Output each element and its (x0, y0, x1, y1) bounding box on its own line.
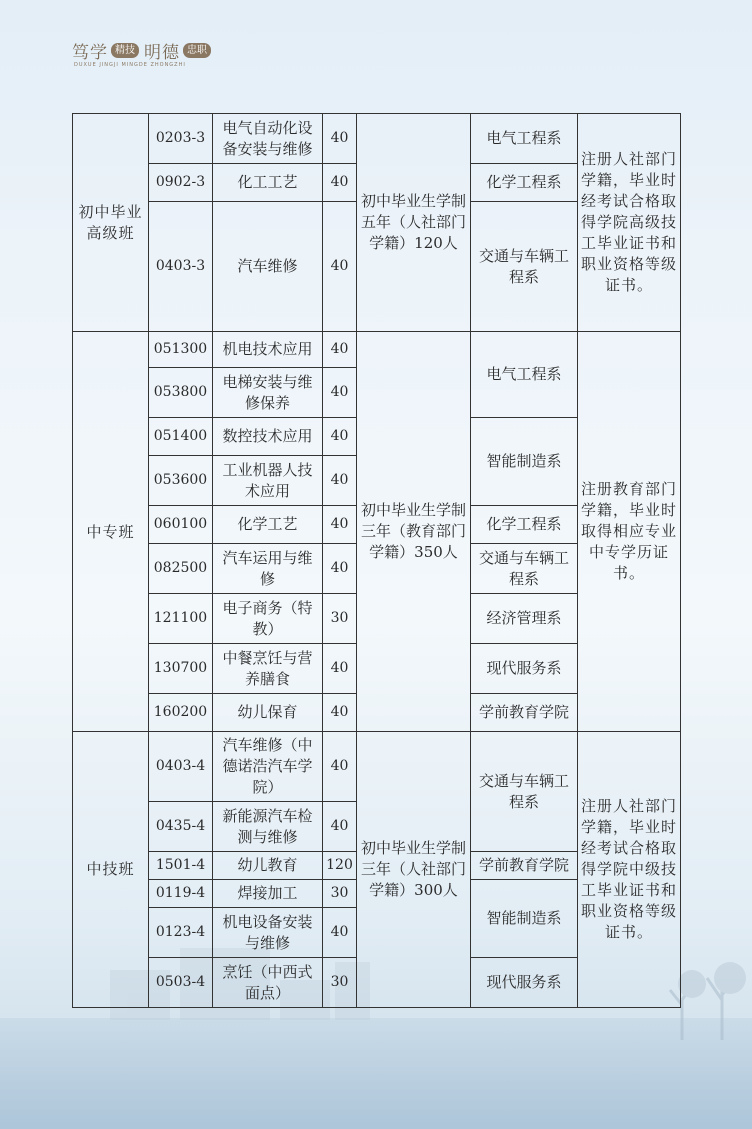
logo-subtitle: DUXUE JINGJI MINGDE ZHONGZHI (74, 62, 186, 68)
plan-cell: 40 (323, 418, 357, 456)
major-cell: 工业机器人技术应用 (213, 456, 323, 506)
code-cell: 0119-4 (149, 880, 213, 908)
major-cell: 汽车维修（中德诺浩汽车学院） (213, 732, 323, 802)
major-cell: 焊接加工 (213, 880, 323, 908)
schooling-cell: 初中毕业生学制三年（人社部门学籍）300人 (357, 732, 471, 1008)
major-cell: 中餐烹饪与营养膳食 (213, 644, 323, 694)
major-cell: 电子商务（特教） (213, 594, 323, 644)
plan-cell: 40 (323, 732, 357, 802)
class-name-cell: 初中毕业高级班 (73, 114, 149, 332)
logo-chip: 忠职 (183, 43, 211, 58)
dept-cell: 学前教育学院 (471, 694, 578, 732)
plan-cell: 40 (323, 544, 357, 594)
plan-cell: 40 (323, 694, 357, 732)
major-cell: 新能源汽车检测与维修 (213, 802, 323, 852)
plan-cell: 40 (323, 368, 357, 418)
major-cell: 汽车维修 (213, 202, 323, 332)
plan-cell: 30 (323, 880, 357, 908)
plan-cell: 40 (323, 802, 357, 852)
dept-cell: 电气工程系 (471, 332, 578, 418)
major-cell: 化工工艺 (213, 164, 323, 202)
dept-cell: 电气工程系 (471, 114, 578, 164)
dept-cell: 交通与车辆工程系 (471, 732, 578, 852)
logo-word: 笃学 (72, 43, 108, 63)
dept-cell: 智能制造系 (471, 880, 578, 958)
class-name-cell: 中专班 (73, 332, 149, 732)
schooling-cell: 初中毕业生学制三年（教育部门学籍）350人 (357, 332, 471, 732)
major-cell: 烹饪（中西式面点） (213, 958, 323, 1008)
code-cell: 0403-4 (149, 732, 213, 802)
certificate-cell: 注册人社部门学籍，毕业时经考试合格取得学院中级技工毕业证书和职业资格等级证书。 (578, 732, 681, 1008)
plan-cell: 40 (323, 202, 357, 332)
certificate-cell: 注册教育部门学籍，毕业时取得相应专业中专学历证书。 (578, 332, 681, 732)
code-cell: 0902-3 (149, 164, 213, 202)
header-logo (72, 38, 216, 63)
logo-word: 明德 (144, 43, 180, 63)
major-cell: 幼儿教育 (213, 852, 323, 880)
dept-cell: 交通与车辆工程系 (471, 202, 578, 332)
certificate-cell: 注册人社部门学籍，毕业时经考试合格取得学院高级技工毕业证书和职业资格等级证书。 (578, 114, 681, 332)
code-cell: 160200 (149, 694, 213, 732)
dept-cell: 经济管理系 (471, 594, 578, 644)
code-cell: 053600 (149, 456, 213, 506)
dept-cell: 现代服务系 (471, 958, 578, 1008)
code-cell: 051400 (149, 418, 213, 456)
background-ground (0, 1018, 752, 1129)
code-cell: 060100 (149, 506, 213, 544)
table-row (73, 332, 681, 368)
class-name-cell: 中技班 (73, 732, 149, 1008)
plan-cell: 40 (323, 164, 357, 202)
plan-cell: 120 (323, 852, 357, 880)
plan-cell: 40 (323, 456, 357, 506)
code-cell: 0503-4 (149, 958, 213, 1008)
major-cell: 电气自动化设备安装与维修 (213, 114, 323, 164)
code-cell: 082500 (149, 544, 213, 594)
plan-cell: 40 (323, 644, 357, 694)
plan-cell: 40 (323, 908, 357, 958)
code-cell: 0123-4 (149, 908, 213, 958)
dept-cell: 化学工程系 (471, 164, 578, 202)
plan-cell: 40 (323, 114, 357, 164)
major-cell: 机电技术应用 (213, 332, 323, 368)
plan-cell: 40 (323, 506, 357, 544)
code-cell: 121100 (149, 594, 213, 644)
major-cell: 汽车运用与维修 (213, 544, 323, 594)
code-cell: 1501-4 (149, 852, 213, 880)
dept-cell: 学前教育学院 (471, 852, 578, 880)
dept-cell: 智能制造系 (471, 418, 578, 506)
dept-cell: 交通与车辆工程系 (471, 544, 578, 594)
major-cell: 幼儿保育 (213, 694, 323, 732)
dept-cell: 化学工程系 (471, 506, 578, 544)
code-cell: 051300 (149, 332, 213, 368)
code-cell: 0435-4 (149, 802, 213, 852)
enrollment-table (72, 113, 681, 1008)
major-cell: 数控技术应用 (213, 418, 323, 456)
major-cell: 机电设备安装与维修 (213, 908, 323, 958)
code-cell: 130700 (149, 644, 213, 694)
plan-cell: 30 (323, 594, 357, 644)
major-cell: 电梯安装与维修保养 (213, 368, 323, 418)
dept-cell: 现代服务系 (471, 644, 578, 694)
code-cell: 0203-3 (149, 114, 213, 164)
code-cell: 053800 (149, 368, 213, 418)
plan-cell: 30 (323, 958, 357, 1008)
table-row (73, 732, 681, 802)
plan-cell: 40 (323, 332, 357, 368)
code-cell: 0403-3 (149, 202, 213, 332)
table-row (73, 114, 681, 164)
schooling-cell: 初中毕业生学制五年（人社部门学籍）120人 (357, 114, 471, 332)
logo-chip: 精技 (111, 43, 139, 58)
major-cell: 化学工艺 (213, 506, 323, 544)
